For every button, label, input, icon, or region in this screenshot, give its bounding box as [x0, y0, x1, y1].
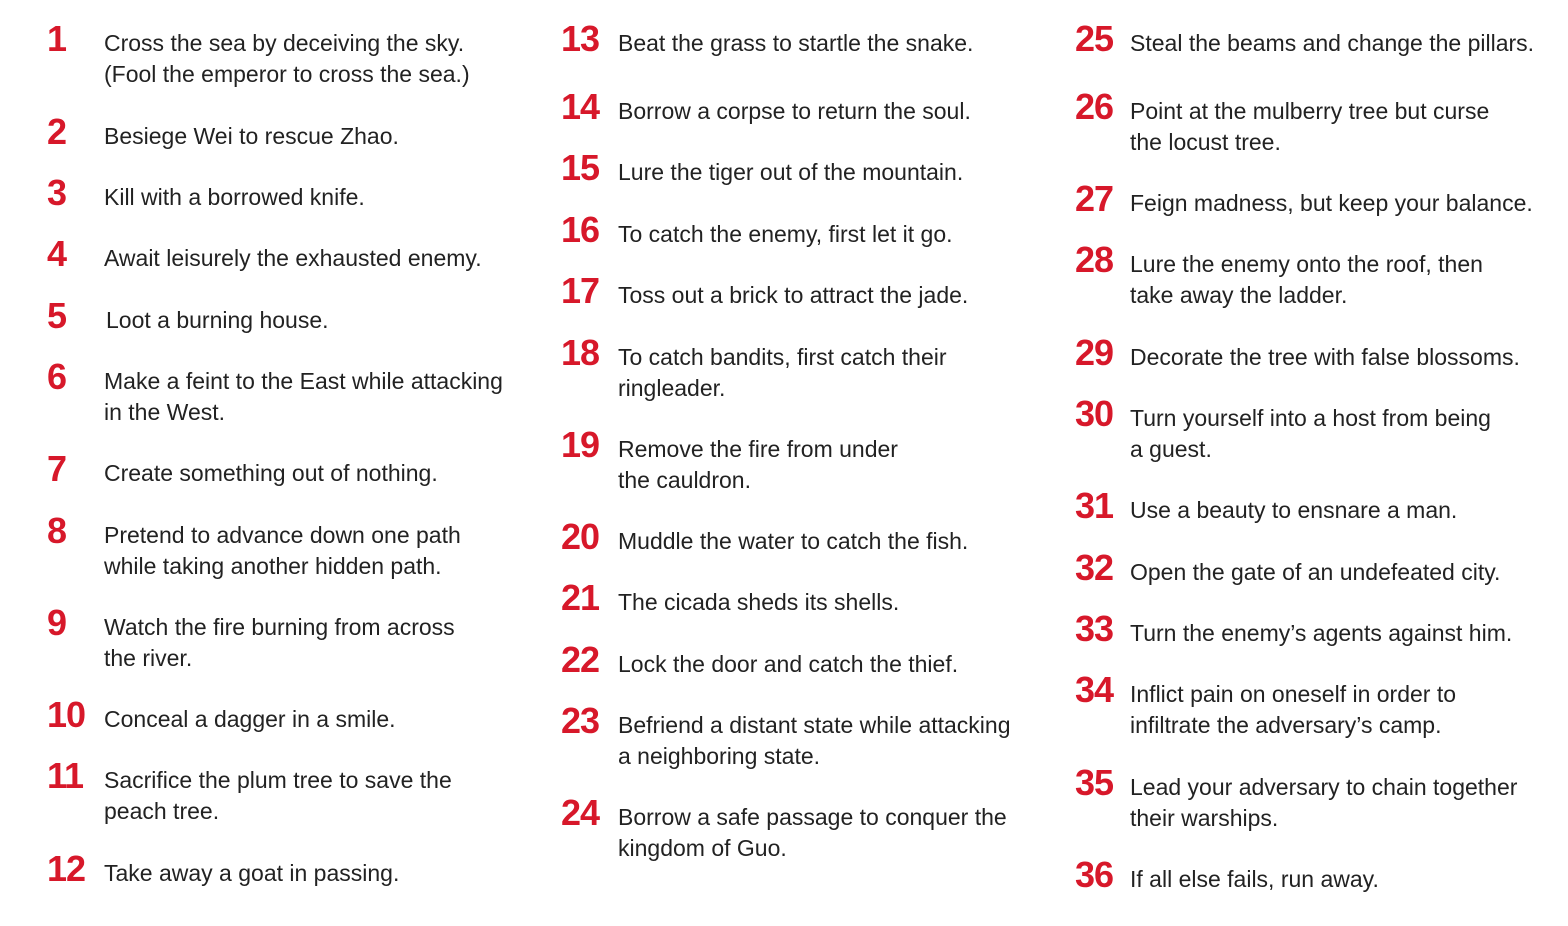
strategy-number: 25: [1075, 18, 1114, 59]
strategy-number: 3: [47, 172, 67, 213]
strategy-number: 14: [561, 86, 600, 127]
strategy-number: 16: [561, 209, 600, 250]
strategy-text: Borrow a corpse to return the soul.: [618, 98, 971, 124]
strategy-number: 32: [1075, 547, 1114, 588]
strategy-number: 20: [561, 516, 600, 557]
strategy-text: Muddle the water to catch the fish.: [618, 528, 969, 554]
strategy-number: 19: [561, 424, 600, 465]
strategy-number: 12: [47, 848, 86, 889]
strategy-text: Sacrifice the plum tree to save the peach tree.: [104, 767, 452, 824]
strategy-text: Point at the mulberry tree but curse the locust tree.: [1130, 98, 1490, 155]
strategy-text: Lock the door and catch the thief.: [618, 651, 959, 677]
strategy-text: Turn the enemy’s agents against him.: [1130, 620, 1513, 646]
strategy-text: Open the gate of an undefeated city.: [1130, 559, 1501, 585]
strategy-text: Toss out a brick to attract the jade.: [618, 282, 969, 308]
strategy-number: 34: [1075, 669, 1114, 710]
strategy-text: Await leisurely the exhausted enemy.: [104, 245, 482, 271]
strategy-text: Besiege Wei to rescue Zhao.: [104, 123, 399, 149]
strategy-text: Cross the sea by deceiving the sky. (Fool the emperor to cross the sea.): [104, 30, 470, 87]
strategy-text: Lure the enemy onto the roof, then take away the ladder.: [1130, 251, 1483, 308]
strategy-text: Lure the tiger out of the mountain.: [618, 159, 964, 185]
strategy-text: Turn yourself into a host from being a guest.: [1130, 405, 1491, 462]
strategy-number: 28: [1075, 239, 1114, 280]
strategy-text: Kill with a borrowed knife.: [104, 184, 365, 210]
strategy-text: Lead your adversary to chain together their warships.: [1130, 774, 1518, 831]
strategy-text: Take away a goat in passing.: [104, 860, 400, 886]
strategy-number: 6: [47, 356, 67, 397]
strategy-number: 26: [1075, 86, 1114, 127]
strategy-number: 24: [561, 792, 600, 833]
strategy-text: Loot a burning house.: [106, 307, 329, 333]
strategy-text: To catch the enemy, first let it go.: [618, 221, 953, 247]
strategy-number: 18: [561, 332, 600, 373]
strategy-text: Steal the beams and change the pillars.: [1130, 30, 1535, 56]
strategy-text: Inflict pain on oneself in order to infiltrate the adversary’s camp.: [1130, 681, 1457, 738]
strategy-text: Befriend a distant state while attacking a neighboring state.: [618, 712, 1011, 769]
strategy-text: Borrow a safe passage to conquer the kingdom of Guo.: [618, 804, 1007, 861]
strategy-number: 21: [561, 577, 600, 618]
strategy-number: 5: [47, 295, 67, 336]
strategy-number: 30: [1075, 393, 1114, 434]
strategy-number: 35: [1075, 762, 1114, 803]
strategy-text: If all else fails, run away.: [1130, 866, 1379, 892]
strategy-number: 17: [561, 270, 600, 311]
strategy-number: 8: [47, 510, 67, 551]
strategy-text: Beat the grass to startle the snake.: [618, 30, 974, 56]
strategy-text: Use a beauty to ensnare a man.: [1130, 497, 1458, 523]
strategy-number: 10: [47, 694, 86, 735]
strategy-number: 15: [561, 147, 600, 188]
strategy-text: Remove the fire from under the cauldron.: [618, 436, 898, 493]
strategy-number: 9: [47, 602, 67, 643]
strategy-number: 31: [1075, 485, 1114, 526]
strategy-text: Feign madness, but keep your balance.: [1130, 190, 1533, 216]
strategy-number: 7: [47, 448, 67, 489]
strategy-number: 27: [1075, 178, 1114, 219]
strategy-number: 1: [47, 18, 67, 59]
strategy-number: 33: [1075, 608, 1114, 649]
strategy-number: 2: [47, 111, 67, 152]
strategy-number: 11: [47, 755, 84, 796]
strategy-text: Watch the fire burning from across the river.: [104, 614, 455, 671]
strategy-number: 13: [561, 18, 600, 59]
strategy-number: 4: [47, 233, 67, 274]
strategy-text: Pretend to advance down one path while taking another hidden path.: [104, 522, 461, 579]
strategy-number: 23: [561, 700, 600, 741]
strategy-text: To catch bandits, first catch their ringleader.: [618, 344, 947, 401]
strategy-text: Decorate the tree with false blossoms.: [1130, 344, 1520, 370]
strategy-number: 22: [561, 639, 600, 680]
strategy-number: 29: [1075, 332, 1114, 373]
strategy-text: Make a feint to the East while attacking in the West.: [104, 368, 503, 425]
strategy-text: Create something out of nothing.: [104, 460, 438, 486]
strategy-text: Conceal a dagger in a smile.: [104, 706, 396, 732]
strategy-number: 36: [1075, 854, 1114, 895]
strategy-text: The cicada sheds its shells.: [618, 589, 900, 615]
